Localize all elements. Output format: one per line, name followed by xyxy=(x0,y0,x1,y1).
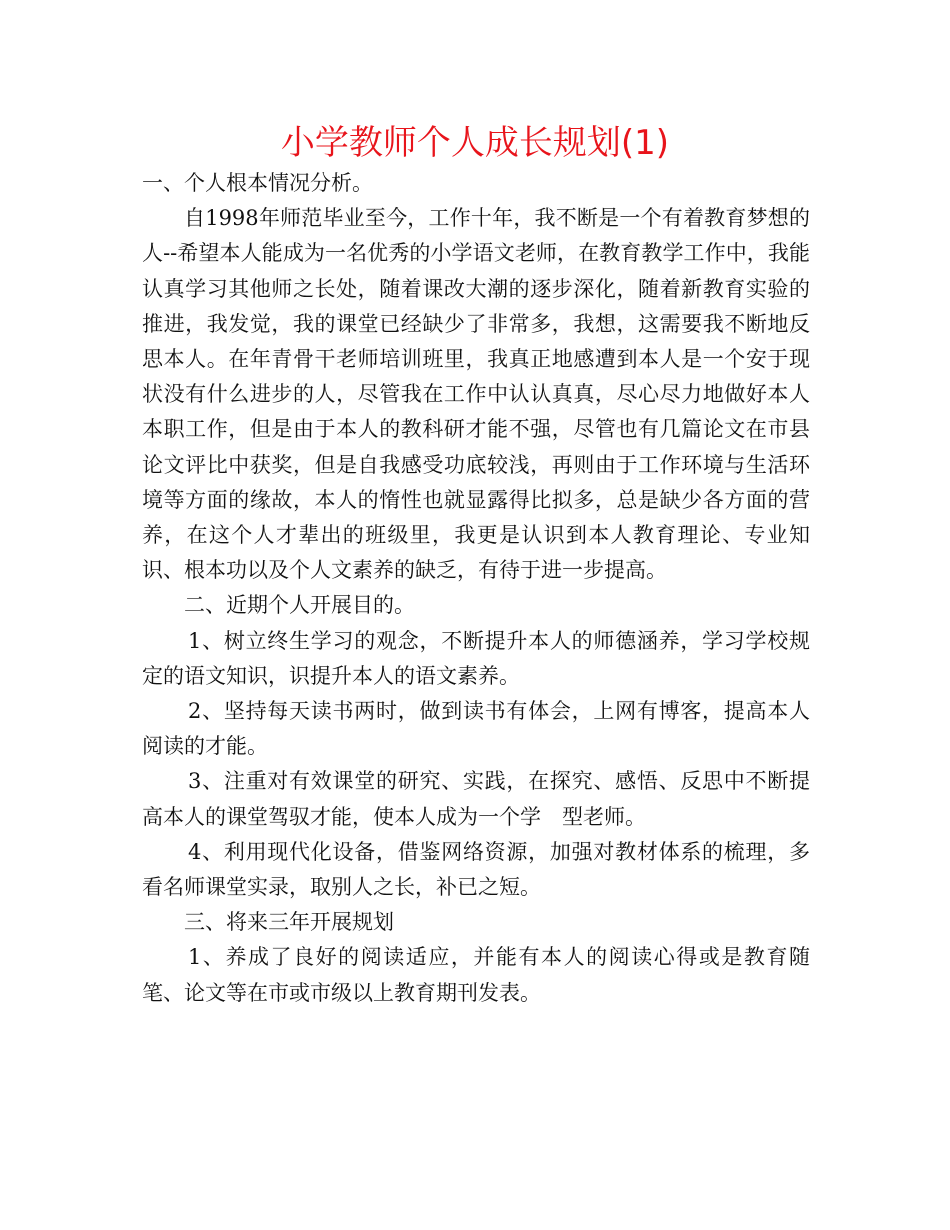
goal-item-3: 3、注重对有效课堂的研究、实践，在探究、感悟、反思中不断提高本人的课堂驾驭才能，使本人成为一个学 型老师。 xyxy=(142,769,810,829)
plan-item-1: 1、养成了良好的阅读适应，并能有本人的阅读心得或是教育随笔、论文等在市或市级以上教育期刊发表。 xyxy=(142,945,810,1005)
section-heading-1: 一、个人根本情况分析。 xyxy=(142,171,373,195)
document-body xyxy=(142,166,810,1011)
document-title: 小学教师个人成长规划(1) xyxy=(280,123,670,163)
section-heading-2: 二、近期个人开展目的。 xyxy=(184,593,415,618)
paragraph-background: 自1998年师范毕业至今，工作十年，我不断是一个有着教育梦想的人--希望本人能成为一名优秀的小学语文老师，在教育教学工作中，我能认真学习其他师之长处，随着课改大潮的逐步深化，随着新教育实验的推进，我发觉，我的课堂已经缺少了非常多，我想，这需要我不断地反思本人。在年青骨干老师培训班里，我真正地感遭到本人是一个安于现状没有什么进步的人，尽管我在工作中认认真真，尽心尽力地做好本人本职工作，但是由于本人的教科研才能不强，尽管也有几篇论文在市县论文评比中获奖，但是自我感受功底较浅，再则由于工作环境与生活环境等方面的缘故，本人的惰性也就显露得比拟多，总是缺少各方面的营养，在这个人才辈出的班级里，我更是认识到本人教育理论、专业知识、根本功以及个人文素养的缺乏，有待于进一步提高。 xyxy=(142,206,810,583)
goal-item-1: 1、树立终生学习的观念，不断提升本人的师德涵养，学习学校规定的语文知识，识提升本人的语文素养。 xyxy=(142,628,810,688)
section-heading-3: 三、将来三年开展规划 xyxy=(184,910,394,935)
goal-item-2: 2、坚持每天读书两时，做到读书有体会，上网有博客，提高本人阅读的才能。 xyxy=(142,699,810,759)
goal-item-4: 4、利用现代化设备，借鉴网络资源，加强对教材体系的梳理，多看名师课堂实录，取别人之长，补已之短。 xyxy=(142,839,810,900)
